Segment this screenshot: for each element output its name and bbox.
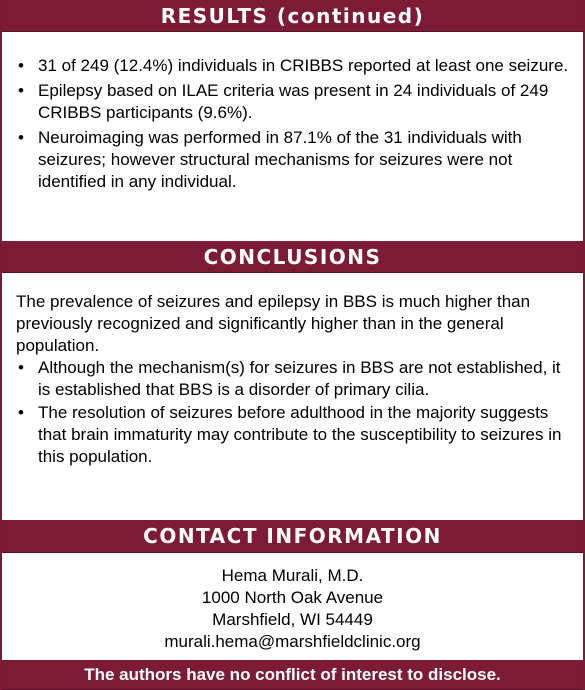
contact-name: Hema Murali, M.D.: [221, 566, 364, 585]
contact-information-header: CONTACT INFORMATION: [2, 520, 583, 553]
disclosure-footer: The authors have no conflict of interest to disclose.: [2, 660, 583, 690]
contact-street: 1000 North Oak Avenue: [201, 588, 384, 607]
results-section: [2, 55, 583, 196]
conclusions-list: [16, 357, 571, 468]
conclusions-header: CONCLUSIONS: [2, 241, 583, 273]
results-list: [16, 55, 571, 193]
bullet-icon: •: [18, 128, 24, 147]
conclusions-item-text: The resolution of seizures before adulthood in the majority suggests that brain immaturity may contribute to the susceptibility to seizures in this population.: [38, 403, 562, 466]
contact-email[interactable]: murali.hema@marshfieldclinic.org: [164, 632, 421, 651]
bullet-icon: •: [18, 81, 24, 100]
results-item-text: 31 of 249 (12.4%) individuals in CRIBBS reported at least one seizure.: [38, 56, 569, 75]
bullet-icon: •: [18, 403, 24, 422]
results-item-text: Neuroimaging was performed in 87.1% of the 31 individuals with seizures; however structural mechanisms for seizures were not identified in any individual.: [38, 128, 522, 191]
bullet-icon: •: [18, 56, 24, 75]
conclusions-intro: The prevalence of seizures and epilepsy in BBS is much higher than previously recognized and significantly higher than in the general population.: [16, 292, 531, 355]
bullet-icon: •: [18, 358, 24, 377]
contact-section: [2, 565, 583, 653]
results-item: [16, 127, 571, 193]
conclusions-item: [16, 402, 571, 468]
conclusions-section: [2, 291, 583, 469]
conclusions-item: [16, 357, 571, 401]
results-item: [16, 55, 571, 77]
results-continued-header: RESULTS (continued): [2, 0, 583, 32]
conclusions-item-text: Although the mechanism(s) for seizures in BBS are not established, it is established that BBS is a disorder of primary cilia.: [38, 358, 561, 399]
contact-city: Marshfield, WI 54449: [212, 610, 373, 629]
results-item-text: Epilepsy based on ILAE criteria was present in 24 individuals of 249 CRIBBS participants (9.6%).: [38, 81, 549, 122]
results-item: [16, 80, 571, 124]
